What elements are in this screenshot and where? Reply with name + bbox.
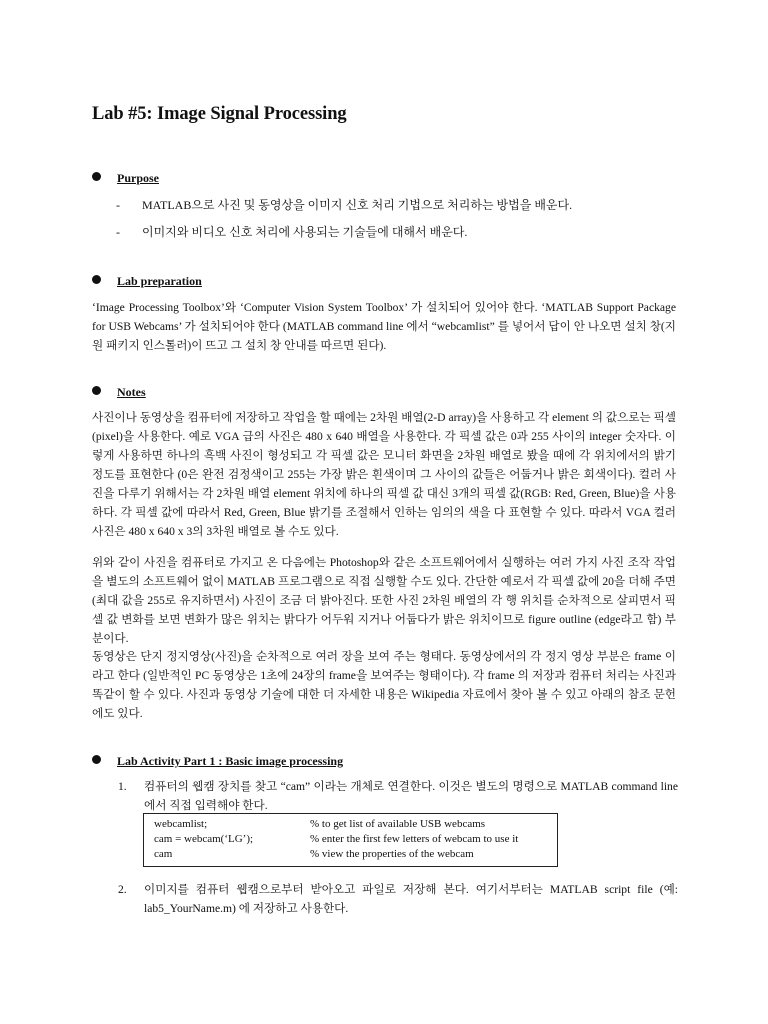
- purpose-item: [116, 196, 572, 213]
- lab-preparation-heading: [92, 274, 202, 289]
- bullet-icon: [92, 275, 101, 284]
- dash-marker: -: [116, 198, 120, 212]
- code-comment: % to get list of available USB webcams: [310, 818, 486, 830]
- activity-step: [118, 880, 678, 918]
- code-comment: % enter the first few letters of webcam to use it: [310, 833, 519, 845]
- purpose-heading-label: Purpose: [117, 171, 159, 185]
- lab-activity-heading-label: Lab Activity Part 1 : Basic image processing: [117, 754, 344, 768]
- activity-step: [118, 777, 678, 815]
- code-command: cam: [154, 848, 173, 860]
- bullet-icon: [92, 386, 101, 395]
- lab-preparation-heading-label: Lab preparation: [117, 274, 202, 288]
- code-line: [154, 817, 557, 832]
- purpose-heading: [92, 171, 159, 186]
- document-title: Lab #5: Image Signal Processing: [92, 104, 347, 124]
- purpose-item: [116, 223, 467, 240]
- notes-heading-label: Notes: [117, 385, 146, 399]
- notes-paragraph: 동영상은 단지 정지영상(사진)을 순차적으로 여러 장을 보여 주는 형태다. 동영상에서의 각 정지 영상 부분은 frame 이라고 한다 (일반적인 PC 동영상은 1초에 24장의 frame을 보여주는 형태이다). 각 frame 의 저장과 컴퓨터 처리는 사진과 똑같이 할 수 있다. 사진과 동영상 기술에 대한 더 자세한 내용은 Wikipedia 자료에서 찾아 볼 수 있고 아래의 참조 문헌에도 있다.: [92, 650, 676, 720]
- code-block: [143, 813, 558, 867]
- code-line: [154, 832, 557, 847]
- code-comment: % view the properties of the webcam: [310, 848, 474, 860]
- code-command: cam = webcam(‘LG’);: [154, 833, 254, 845]
- activity-step-text: 이미지를 컴퓨터 웹캠으로부터 받아오고 파일로 저장해 본다. 여기서부터는 MATLAB script file (예: lab5_YourName.m) 에 저장하고 사용한다.: [144, 883, 678, 915]
- dash-marker: -: [116, 225, 120, 239]
- bullet-icon: [92, 172, 101, 181]
- activity-step-text: 컴퓨터의 웹캠 장치를 찾고 “cam” 이라는 개체로 연결한다. 이것은 별도의 명령으로 MATLAB command line 에서 직접 입력해야 한다.: [144, 780, 678, 812]
- purpose-item-text: 이미지와 비디오 신호 처리에 사용되는 기술들에 대해서 배운다.: [142, 225, 468, 239]
- lab-preparation-paragraph: ‘Image Processing Toolbox’와 ‘Computer Vision System Toolbox’ 가 설치되어 있어야 한다. ‘MATLAB Support Package for USB Webcams’ 가 설치되어야 한다 (MATLAB command line 에서 “webcamlist” 를 넣어서 답이 안 나오면 설치 창(지원 패키지 인스톨러)이 뜨고 그 설치 창 안내를 따르면 된다).: [92, 301, 676, 352]
- bullet-icon: [92, 755, 101, 764]
- notes-paragraph: 사진이나 동영상을 컴퓨터에 저장하고 작업을 할 때에는 2차원 배열(2-D array)을 사용하고 각 element 의 값으로는 픽셀(pixel)을 사용한다. 예로 VGA 급의 사진은 480 x 640 배열을 사용한다. 각 픽셀 값은 0과 255 사이의 integer 숫자다. 이렇게 사용하면 하나의 흑백 사진이 형성되고 각 픽셀 값은 모니터 화면을 2차원 배열로 봤을 때에 각 위치에서의 밝기 정도를 표현한다 (0은 완전 검정색이고 255는 가장 밝은 흰색이며 그 사이의 값들은 어둡거나 밝은 회색이다). 컬러 사진을 다루기 위해서는 각 2차원 배열 element 위치에 하나의 픽셀 값 대신 3개의 픽셀 값(RGB: Red, Green, Blue)을 사용하다. 각 픽셀 값에 따라서 Red, Green, Blue 밝기를 조절해서 인하는 임의의 색을 다 표현할 수 있다. 따라서 VGA 컬러 사진은 480 x 640 x 3의 3차원 배열로 볼 수도 있다.: [92, 411, 676, 538]
- activity-step-number: 1.: [118, 780, 127, 793]
- notes-paragraph: 위와 같이 사진을 컴퓨터로 가지고 온 다음에는 Photoshop와 같은 소프트웨어에서 실행하는 여러 가지 사진 조작 작업을 별도의 소프트웨어 없이 MATLAB 프로그램으로 직접 실행할 수도 있다. 간단한 예로서 각 픽셀 값에 20을 더해 주면 (최대 값을 255로 유지하면서) 사진이 조금 더 밝아진다. 또한 사진 2차원 배열의 각 행 위치를 순차적으로 살피면서 픽셀 값 변화를 보면 변화가 많은 위치는 밝다가 어두워 지거나 어둡다가 밝은 위치이므로 figure outline (edge라고 함) 부분이다.: [92, 556, 676, 645]
- lab-activity-heading: [92, 754, 343, 769]
- code-line: [154, 847, 557, 862]
- activity-step-number: 2.: [118, 883, 127, 896]
- code-command: webcamlist;: [154, 818, 208, 830]
- purpose-item-text: MATLAB으로 사진 및 동영상을 이미지 신호 처리 기법으로 처리하는 방법을 배운다.: [142, 198, 573, 212]
- notes-heading: [92, 385, 146, 400]
